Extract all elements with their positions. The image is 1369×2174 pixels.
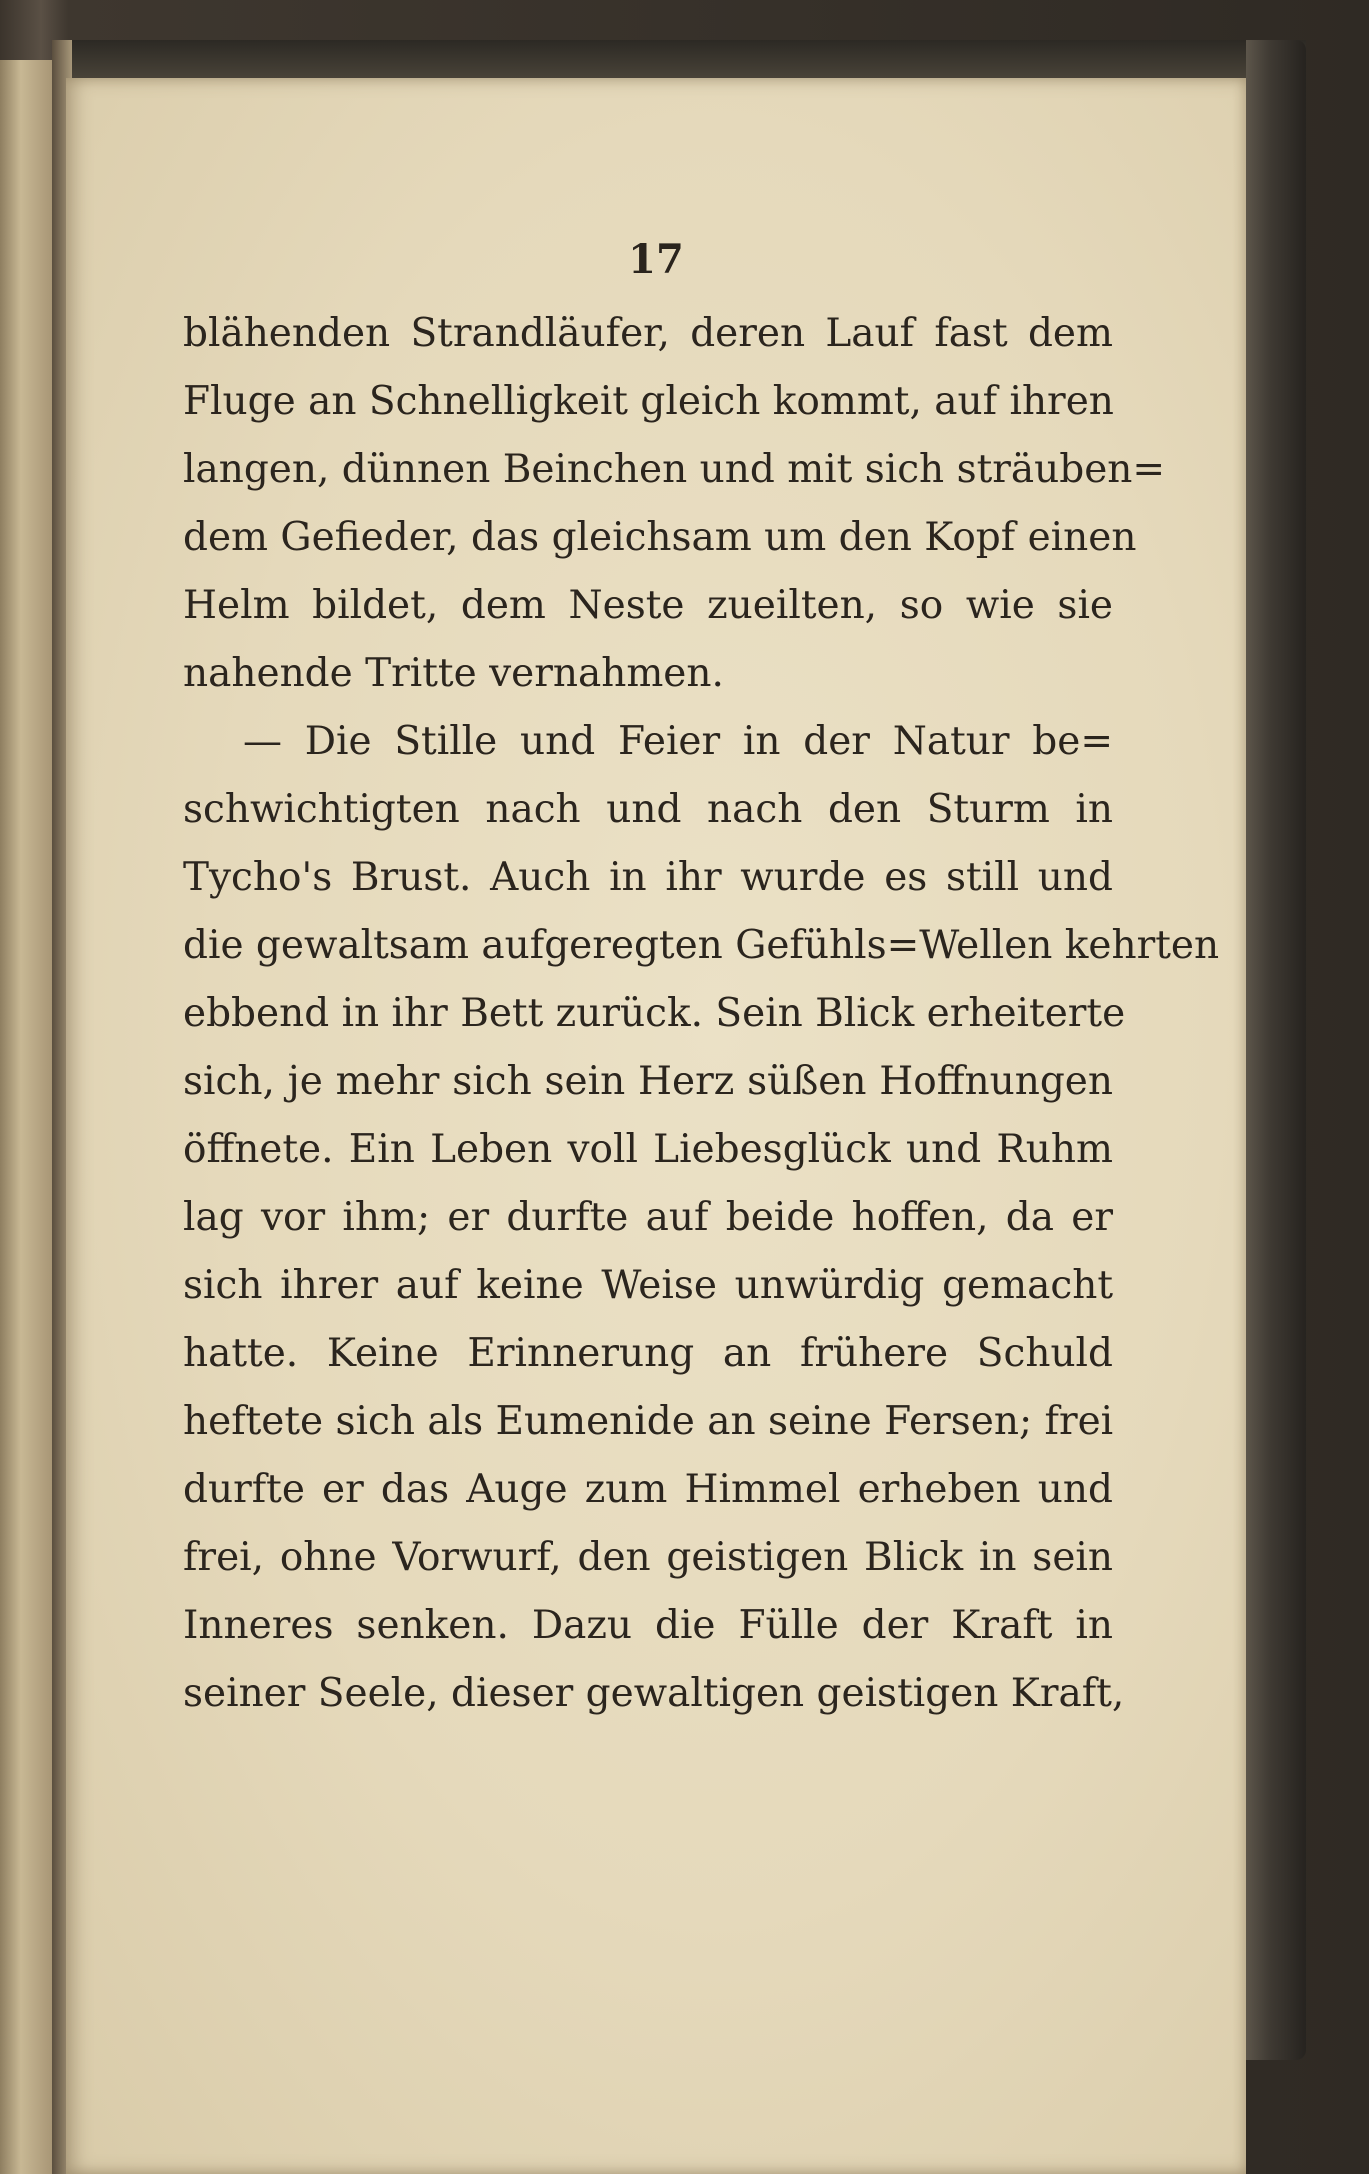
text-line: schwichtigten nach und nach den Sturm in [183,787,1113,832]
page-text [183,300,1220,1728]
left-page-edge [0,60,54,2174]
text-line: nahende Tritte vernahmen. [183,651,724,696]
text-line: dem Gefieder, das gleichsam um den Kopf einen [183,515,1137,560]
text-line: die gewaltsam aufgeregten Gefühls=Wellen kehrten [183,923,1220,968]
text-line: Tycho's Brust. Auch in ihr wurde es still und [183,855,1113,900]
book-cover-edge [1246,40,1306,2060]
text-line: ebbend in ihr Bett zurück. Sein Blick erheiterte [183,991,1126,1036]
text-line: blähenden Strandläufer, deren Lauf fast dem [183,311,1113,356]
page-number: 17 [628,236,684,283]
text-line: lag vor ihm; er durfte auf beide hoffen, da er [183,1195,1113,1240]
text-line: langen, dünnen Beinchen und mit sich sträuben= [183,447,1166,492]
book-page [66,78,1246,2174]
book-cover-top [66,40,1306,80]
text-line: öffnete. Ein Leben voll Liebesglück und Ruhm [183,1127,1113,1172]
text-line: sich, je mehr sich sein Herz süßen Hoffnungen [183,1059,1113,1104]
text-line: durfte er das Auge zum Himmel erheben und [183,1467,1113,1512]
text-line: hatte. Keine Erinnerung an frühere Schuld [183,1331,1113,1376]
text-line: seiner Seele, dieser gewaltigen geistigen Kraft, [183,1671,1125,1716]
text-line: Inneres senken. Dazu die Fülle der Kraft in [183,1603,1113,1648]
text-line: frei, ohne Vorwurf, den geistigen Blick in sein [183,1535,1113,1580]
text-line: — Die Stille und Feier in der Natur be= [243,719,1113,764]
text-line: sich ihrer auf keine Weise unwürdig gemacht [183,1263,1113,1308]
text-line: Fluge an Schnelligkeit gleich kommt, auf ihren [183,379,1114,424]
text-line: heftete sich als Eumenide an seine Fersen; frei [183,1399,1114,1444]
text-line: Helm bildet, dem Neste zueilten, so wie sie [183,583,1113,628]
